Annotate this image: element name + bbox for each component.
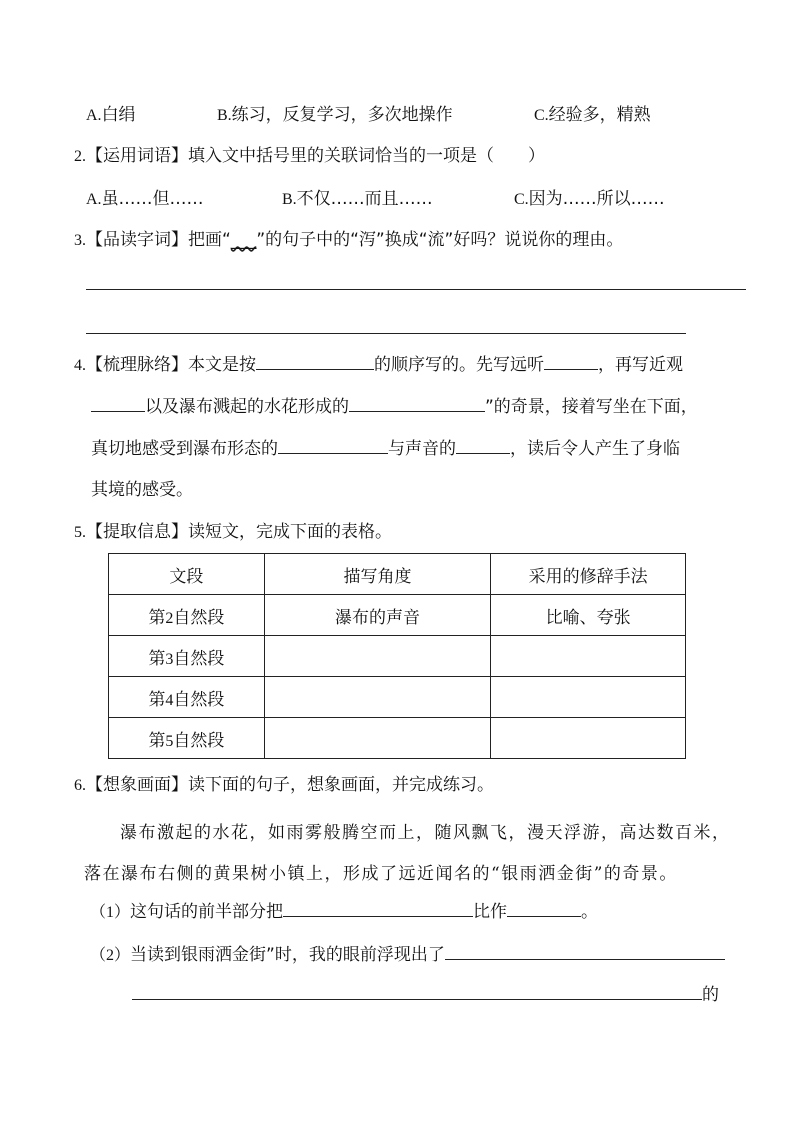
- q1-option-c[interactable]: C.经验多，精熟: [534, 105, 651, 125]
- q4-blank-form[interactable]: [278, 438, 388, 454]
- q6-subquestion-2-continued: 的: [132, 984, 719, 1005]
- table-header-row: [109, 554, 686, 595]
- table-cell-paragraph: 第3自然段: [109, 636, 265, 677]
- table-row: [109, 677, 686, 718]
- q3-answer-line-1[interactable]: [86, 289, 746, 290]
- q4-blank-sound[interactable]: [456, 438, 510, 454]
- table-cell-angle[interactable]: [264, 677, 491, 718]
- q6-blank-compared[interactable]: [507, 901, 581, 917]
- q2-option-b[interactable]: B.不仅……而且……: [282, 189, 433, 209]
- wavy-underline-mark: ___: [230, 230, 257, 250]
- table-cell-angle[interactable]: [264, 718, 491, 759]
- q6-subquestion-2: （2）当读到银雨洒金街”时，我的眼前浮现出了: [90, 944, 725, 965]
- q2-option-c[interactable]: C.因为……所以……: [514, 189, 665, 209]
- table-cell-paragraph: 第2自然段: [109, 595, 265, 636]
- passage-line-2: 落在瀑布右侧的黄果树小镇上，形成了远近闻名的“银雨洒金街”的奇景。: [84, 864, 678, 884]
- table-row: [109, 595, 686, 636]
- q4-line-4: 其境的感受。: [91, 480, 193, 500]
- table-row: [109, 718, 686, 759]
- info-table: [108, 553, 686, 759]
- table-header-cell: 文段: [109, 554, 265, 595]
- q4-line-2: 以及瀑布溅起的水花形成的 ”的奇景，接着写坐在下面，: [91, 396, 698, 417]
- table-cell-angle[interactable]: [264, 636, 491, 677]
- q6-blank-image-1[interactable]: [445, 944, 725, 960]
- table-cell-rhetoric[interactable]: [491, 677, 686, 718]
- table-cell-paragraph: 第5自然段: [109, 718, 265, 759]
- table-cell-rhetoric[interactable]: [491, 636, 686, 677]
- q1-option-b[interactable]: B.练习，反复学习，多次地操作: [217, 105, 453, 125]
- q4-blank-order[interactable]: [256, 354, 374, 370]
- q3-answer-line-2[interactable]: [86, 333, 686, 334]
- table-header-cell: 采用的修辞手法: [491, 554, 686, 595]
- table-cell-rhetoric[interactable]: [491, 718, 686, 759]
- q4-blank-scene[interactable]: [349, 396, 485, 412]
- q3-question: 3.【品读字词】把画“___”的句子中的“泻”换成“流”好吗？说说你的理由。: [74, 230, 624, 250]
- q4-blank-far[interactable]: [544, 354, 598, 370]
- q4-line-3: 真切地感受到瀑布形态的 与声音的 ，读后令人产生了身临: [91, 439, 680, 459]
- q6-blank-subject[interactable]: [283, 901, 473, 917]
- table-header-cell: 描写角度: [264, 554, 491, 595]
- table-cell-rhetoric[interactable]: 比喻、夸张: [491, 595, 686, 636]
- passage-line-1: 瀑布激起的水花，如雨雾般腾空而上，随风飘飞，漫天浮游，高达数百米，: [120, 823, 731, 843]
- q2-question: 2.【运用词语】填入文中括号里的关联词恰当的一项是（ ）: [74, 146, 545, 166]
- q5-question: 5.【提取信息】读短文，完成下面的表格。: [74, 522, 392, 542]
- q6-question: 6.【想象画面】读下面的句子，想象画面，并完成练习。: [74, 775, 494, 795]
- q6-subquestion-1: （1）这句话的前半部分把 比作 。: [90, 902, 599, 922]
- q4-blank-near[interactable]: [91, 396, 145, 412]
- q1-option-a[interactable]: A.白绢: [86, 105, 136, 125]
- q2-option-a[interactable]: A.虽……但……: [86, 189, 204, 209]
- table-row: [109, 636, 686, 677]
- q6-blank-image-2[interactable]: [132, 984, 702, 1000]
- table-cell-angle[interactable]: 瀑布的声音: [264, 595, 491, 636]
- q4-line-1: 4.【梳理脉络】本文是按 的顺序写的。先写远听 ，再写近观: [74, 355, 683, 375]
- table-cell-paragraph: 第4自然段: [109, 677, 265, 718]
